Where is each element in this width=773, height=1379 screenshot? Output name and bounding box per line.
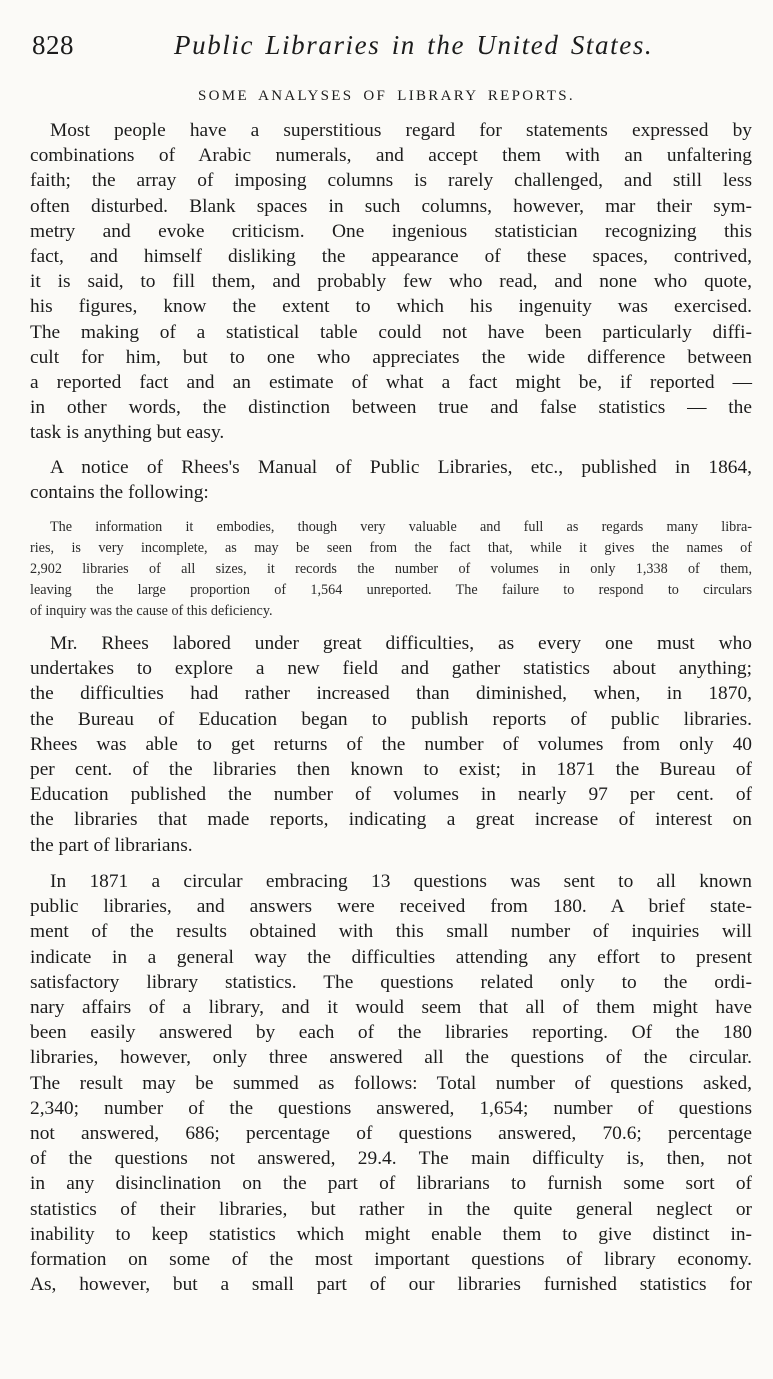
paragraph-4: [30, 869, 752, 1297]
text-line: public libraries, and answers were received from 180. A brief state-: [30, 896, 752, 918]
text-line: the Bureau of Education began to publish reports of public libraries.: [30, 708, 752, 730]
text-line: often disturbed. Blank spaces in such columns, however, mar their sym-: [30, 195, 752, 217]
text-line: of the questions not answered, 29.4. The main difficulty is, then, not: [30, 1148, 752, 1170]
text-line: libraries, however, only three answered all the questions of the circular.: [30, 1047, 752, 1069]
text-line: ment of the results obtained with this small number of inquiries will: [30, 921, 752, 943]
text-line: cult for him, but to one who appreciates the wide difference between: [30, 346, 752, 368]
text-line: As, however, but a small part of our libraries furnished statistics for: [30, 1274, 752, 1296]
text-line: task is anything but easy.: [30, 422, 225, 444]
text-line: inability to keep statistics which might enable them to give distinct in-: [30, 1223, 752, 1245]
text-line: it is said, to fill them, and probably few who read, and none who quote,: [30, 271, 752, 293]
text-line: The result may be summed as follows: Total number of questions asked,: [30, 1072, 752, 1094]
paragraph-2: [30, 455, 752, 505]
text-line: in other words, the distinction between true and false statistics — the: [30, 397, 752, 419]
text-line: the libraries that made reports, indicating a great increase of interest on: [30, 809, 752, 831]
text-line: the difficulties had rather increased than diminished, when, in 1870,: [30, 683, 752, 705]
text-line: faith; the array of imposing columns is rarely challenged, and still less: [30, 170, 752, 192]
text-line: per cent. of the libraries then known to exist; in 1871 the Bureau of: [30, 759, 752, 781]
text-line: Rhees was able to get returns of the number of volumes from only 40: [30, 733, 752, 755]
text-line: statistics of their libraries, but rather in the quite general neglect or: [30, 1198, 752, 1220]
text-line: fact, and himself disliking the appearance of these spaces, contrived,: [30, 246, 752, 268]
section-heading: SOME ANALYSES OF LIBRARY REPORTS.: [198, 88, 575, 104]
paragraph-1: [30, 118, 752, 446]
text-line: indicate in a general way the difficulties attending any effort to present: [30, 946, 752, 968]
text-line: metry and evoke criticism. One ingenious statistician recognizing this: [30, 220, 752, 242]
text-line: Mr. Rhees labored under great difficulties, as every one must who: [50, 633, 752, 654]
text-line: nary affairs of a library, and it would seem that all of them might have: [30, 997, 752, 1019]
quote-line: leaving the large proportion of 1,564 unreported. The failure to respond to circulars: [30, 582, 752, 598]
text-line: not answered, 686; percentage of questions answered, 70.6; percentage: [30, 1123, 752, 1145]
block-quotation: [30, 517, 752, 622]
text-line: undertakes to explore a new field and gather statistics about anything;: [30, 658, 752, 680]
text-line: satisfactory library statistics. The questions related only to the ordi-: [30, 971, 752, 993]
text-line: A notice of Rhees's Manual of Public Libraries, etc., published in 1864,: [50, 457, 752, 478]
text-line: 2,340; number of the questions answered, 1,654; number of questions: [30, 1097, 752, 1119]
text-line: his figures, know the extent to which his ingenuity was exercised.: [30, 296, 752, 318]
text-line: in any disinclination on the part of librarians to furnish some sort of: [30, 1173, 752, 1195]
text-line: the part of librarians.: [30, 834, 193, 856]
text-line: Most people have a superstitious regard for statements expressed by: [50, 120, 752, 141]
quote-line: 2,902 libraries of all sizes, it records the number of volumes in only 1,338 of them,: [30, 561, 752, 577]
text-line: a reported fact and an estimate of what a fact might be, if reported —: [30, 372, 752, 394]
page-header: [32, 30, 745, 70]
quote-line: ries, is very incomplete, as may be seen from the fact that, while it gives the names of: [30, 540, 752, 556]
text-line: contains the following:: [30, 482, 209, 504]
text-line: formation on some of the most important questions of library economy.: [30, 1249, 752, 1271]
text-line: combinations of Arabic numerals, and accept them with an unfaltering: [30, 145, 752, 167]
running-title: Public Libraries in the United States.: [174, 30, 654, 60]
page-number: 828: [32, 30, 74, 60]
text-line: Education published the number of volumes in nearly 97 per cent. of: [30, 784, 752, 806]
text-line: In 1871 a circular embracing 13 questions was sent to all known: [50, 871, 752, 892]
quote-line: The information it embodies, though very valuable and full as regards many libra-: [50, 519, 752, 535]
paragraph-3: [30, 631, 752, 858]
text-line: The making of a statistical table could not have been particularly diffi-: [30, 321, 752, 343]
text-line: been easily answered by each of the libraries reporting. Of the 180: [30, 1022, 752, 1044]
quote-line: of inquiry was the cause of this deficiency.: [30, 603, 273, 619]
